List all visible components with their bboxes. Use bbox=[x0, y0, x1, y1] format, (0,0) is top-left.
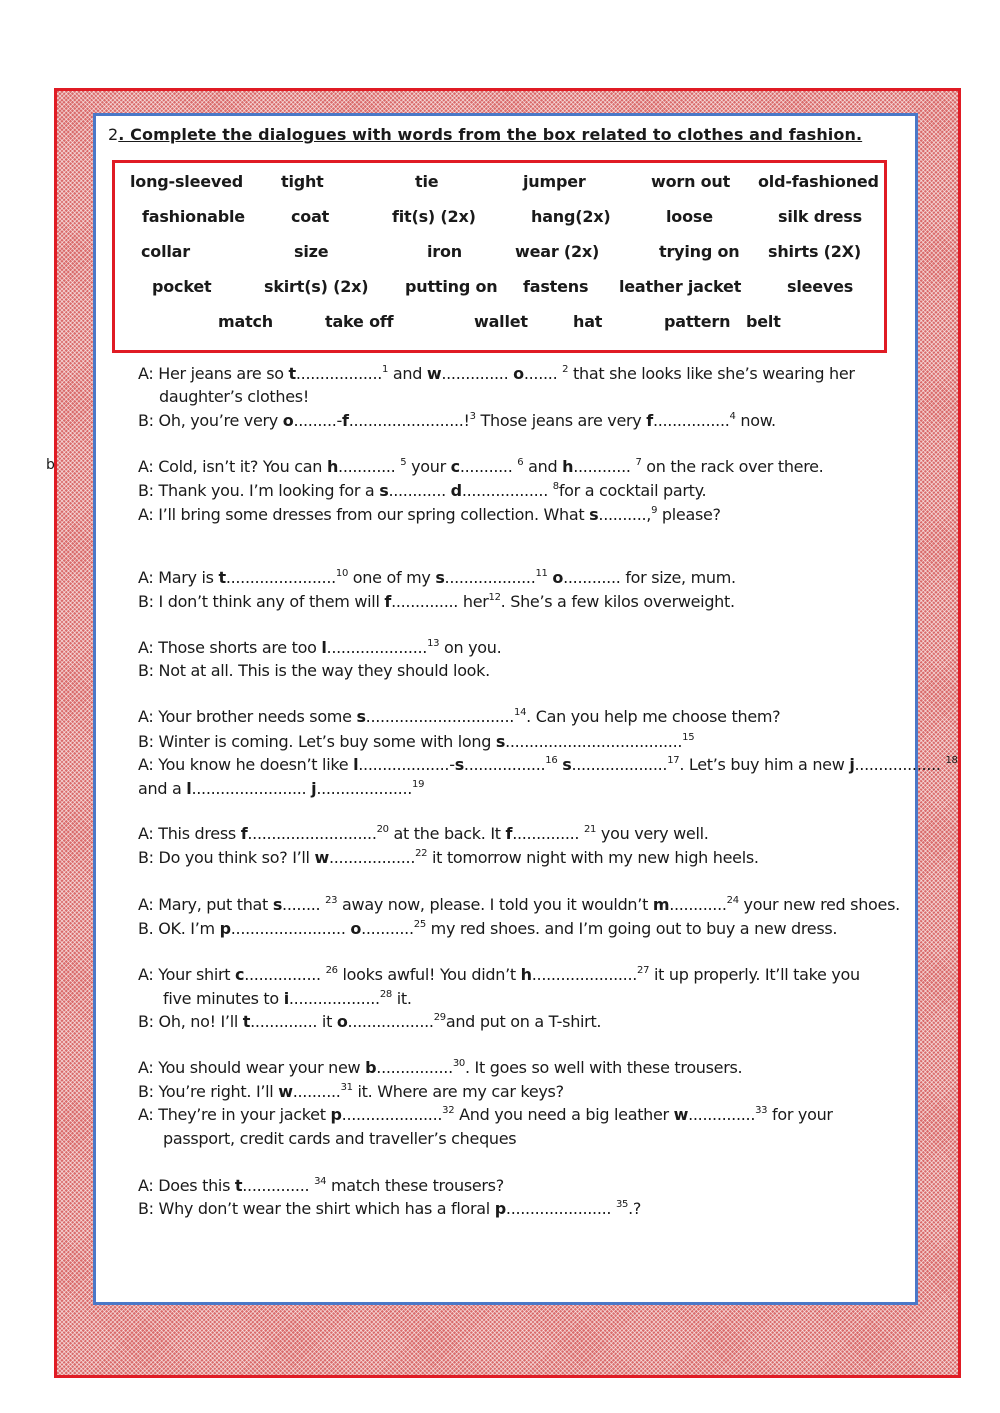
word-box-item: fastens bbox=[523, 277, 589, 296]
word-box-item: skirt(s) (2x) bbox=[264, 277, 369, 296]
word-box-item: collar bbox=[141, 242, 190, 261]
dialogue-line: A: Mary, put that s........ $^{23}$ away now, please. I told you it wouldn’t m............$^{24}$ your new red shoes. bbox=[138, 895, 900, 914]
word-box-item: iron bbox=[427, 242, 462, 261]
dialogue-line: B: Winter is coming. Let’s buy some with long s.....................................$^{15}$ bbox=[138, 732, 695, 751]
word-box-item: shirts (2X) bbox=[768, 242, 861, 261]
dialogue-line: five minutes to i...................$^{28}$ it. bbox=[163, 989, 412, 1008]
exercise-title bbox=[108, 125, 862, 144]
word-box-item: tight bbox=[281, 172, 324, 191]
stray-character: b bbox=[46, 457, 55, 473]
dialogue-line: A: Her jeans are so t..................$^1$ and w.............. o....... $^2$ that she looks like she’s wearing her bbox=[138, 364, 855, 383]
dialogue-line: B: Oh, you’re very o.........-f........................!$^3$ Those jeans are very f................$^4$ now. bbox=[138, 411, 776, 430]
word-box-item: fit(s) (2x) bbox=[392, 207, 476, 226]
dialogue-line: A: You should wear your new b................$^{30}$. It goes so well with these trousers. bbox=[138, 1058, 743, 1077]
word-box-item: worn out bbox=[651, 172, 731, 191]
word-box-item: sleeves bbox=[787, 277, 854, 296]
word-box-item: take off bbox=[325, 312, 394, 331]
word-box-item: jumper bbox=[523, 172, 586, 191]
word-box-item: pattern bbox=[664, 312, 731, 331]
dialogue-line: A: Those shorts are too l.....................$^{13}$ on you. bbox=[138, 638, 502, 657]
dialogue-line: A: Your brother needs some s...............................$^{14}$. Can you help me choose them? bbox=[138, 707, 781, 726]
word-box-item: match bbox=[218, 312, 273, 331]
dialogue-line: B: Oh, no! I’ll t.............. it o..................$^{29}$and put on a T-shirt. bbox=[138, 1012, 602, 1031]
dialogue-line: A: Mary is t.......................$^{10}$ one of my s...................$^{11}$ o............ for size, mum. bbox=[138, 568, 736, 587]
dialogue-line: A: They’re in your jacket p.....................$^{32}$ And you need a big leather w..............$^{33}$ for your bbox=[138, 1105, 833, 1124]
dialogue-line: A: I’ll bring some dresses from our spring collection. What s..........,$^9$ please? bbox=[138, 505, 721, 524]
dialogue-line: B: Do you think so? I’ll w..................$^{22}$ it tomorrow night with my new high heels. bbox=[138, 848, 759, 867]
dialogue-line: passport, credit cards and traveller’s cheques bbox=[163, 1129, 517, 1148]
dialogue-line: B: I don’t think any of them will f.............. her$^{12}$. She’s a few kilos overweight. bbox=[138, 592, 735, 611]
dialogue-line: B: Why don’t wear the shirt which has a floral p...................... $^{35}$.? bbox=[138, 1199, 642, 1218]
dialogue-line: B: You’re right. I’ll w..........$^{31}$ it. Where are my car keys? bbox=[138, 1082, 564, 1101]
word-box-item: coat bbox=[291, 207, 330, 226]
word-box-item: trying on bbox=[659, 242, 740, 261]
dialogue-line: A: You know he doesn’t like l...................-s.................$^{16}$ s....................$^{17}$. Let’s buy him a new j.................. $^{18}$ bbox=[138, 755, 958, 774]
dialogue-line: A: Cold, isn’t it? You can h............ $^5$ your c........... $^6$ and h............ $^7$ on the rack over there. bbox=[138, 457, 824, 476]
dialogue-line: daughter’s clothes! bbox=[159, 387, 309, 406]
word-box-item: leather jacket bbox=[619, 277, 742, 296]
word-box-item: long-sleeved bbox=[130, 172, 244, 191]
word-box-item: fashionable bbox=[142, 207, 245, 226]
dialogue-line: A: This dress f...........................$^{20}$ at the back. It f.............. $^{21}$ you very well. bbox=[138, 824, 709, 843]
word-box-item: hang(2x) bbox=[531, 207, 611, 226]
word-box-item: hat bbox=[573, 312, 603, 331]
dialogue-line: B: Thank you. I’m looking for a s............ d.................. $^8$for a cocktail party. bbox=[138, 481, 707, 500]
word-box-item: pocket bbox=[152, 277, 212, 296]
dialogue-line: B: Not at all. This is the way they should look. bbox=[138, 661, 490, 680]
dialogue-line: A: Your shirt c................ $^{26}$ looks awful! You didn’t h......................$^{27}$ it up properly. It’ll take you bbox=[138, 965, 860, 984]
word-box-item: tie bbox=[415, 172, 439, 191]
dialogue-line: and a l........................ j....................$^{19}$ bbox=[138, 779, 425, 798]
word-box-item: putting on bbox=[405, 277, 498, 296]
word-box-item: wallet bbox=[474, 312, 528, 331]
word-box-item: size bbox=[294, 242, 329, 261]
word-box-item: old-fashioned bbox=[758, 172, 879, 191]
word-box-item: silk dress bbox=[778, 207, 862, 226]
dialogue-line: B. OK. I’m p........................ o...........$^{25}$ my red shoes. and I’m going out to buy a new dress. bbox=[138, 919, 838, 938]
word-box-item: wear (2x) bbox=[515, 242, 600, 261]
exercise-instruction: . Complete the dialogues with words from the box related to clothes and fashion. bbox=[118, 125, 863, 144]
word-box-item: loose bbox=[666, 207, 713, 226]
dialogue-line: A: Does this t.............. $^{34}$ match these trousers? bbox=[138, 1176, 504, 1195]
word-box-item: belt bbox=[746, 312, 781, 331]
exercise-number: 2 bbox=[108, 125, 119, 144]
